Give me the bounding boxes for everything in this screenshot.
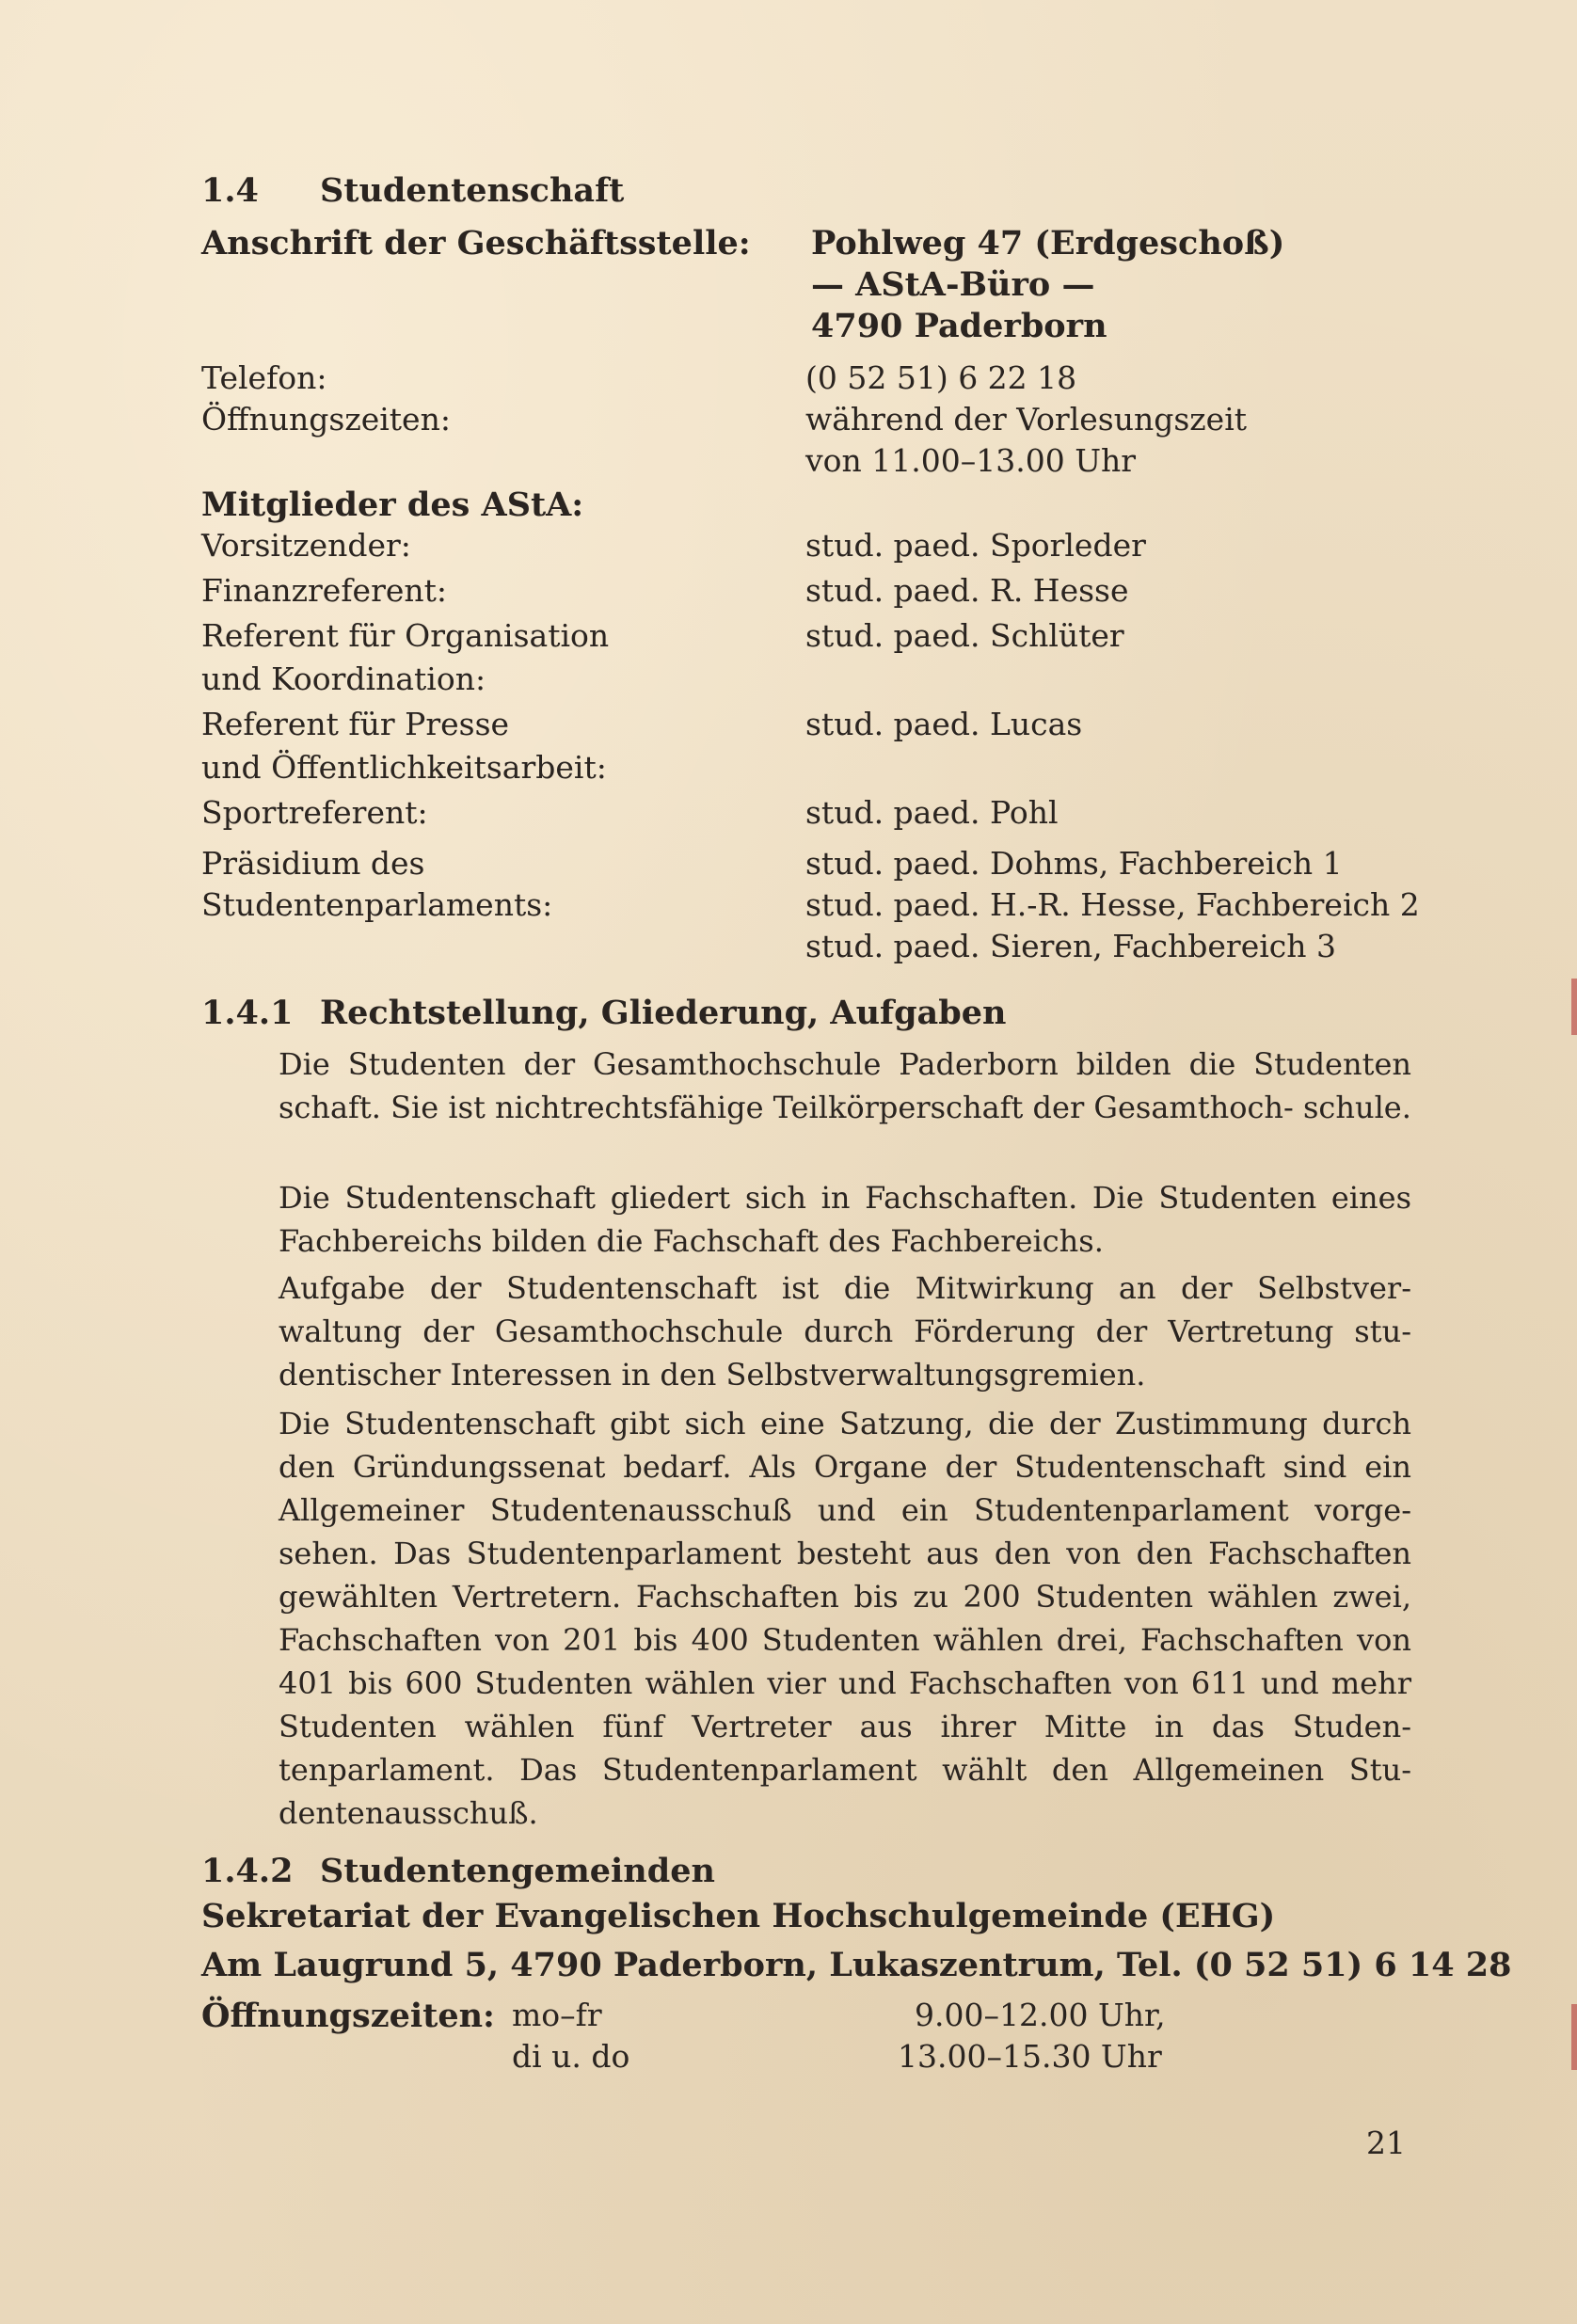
phone-value: (0 52 51) 6 22 18 — [805, 359, 1077, 396]
subsection-title: Studentengemeinden — [320, 1852, 715, 1890]
office-label: Anschrift der Geschäftsstelle: — [201, 224, 751, 263]
section-title: Studentenschaft — [320, 171, 625, 210]
member-role: Studentenparlaments: — [201, 886, 553, 923]
page-number: 21 — [1366, 2125, 1406, 2161]
member-name: stud. paed. H.-R. Hesse, Fachbereich 2 — [805, 886, 1420, 923]
members-heading: Mitglieder des AStA: — [201, 485, 584, 524]
ehg-hours-label: Öffnungszeiten: — [201, 1997, 495, 2035]
hours-line: von 11.00–13.00 Uhr — [805, 442, 1137, 479]
ehg-days: di u. do — [512, 2038, 630, 2075]
member-name: stud. paed. Dohms, Fachbereich 1 — [805, 845, 1343, 882]
subsection-number: 1.4.2 — [201, 1852, 294, 1890]
member-role: Sportreferent: — [201, 794, 428, 831]
section-number: 1.4 — [201, 171, 259, 210]
address-line: — AStA-Büro — — [811, 265, 1095, 304]
ehg-days: mo–fr — [512, 1997, 602, 2033]
member-role: Vorsitzender: — [201, 527, 411, 564]
phone-label: Telefon: — [201, 359, 327, 396]
subsection-title: Rechtstellung, Gliederung, Aufgaben — [320, 994, 1007, 1032]
ehg-time: 13.00–15.30 Uhr — [898, 2038, 1162, 2075]
hours-label: Öffnungszeiten: — [201, 401, 451, 438]
member-role: und Koordination: — [201, 661, 486, 697]
address-line: 4790 Paderborn — [811, 307, 1107, 345]
paragraph: Die Studentenschaft gibt sich eine Satzung, die der Zustimmung durch den Gründungssenat bedarf. Als Organe der Studentenschaft sind ein Allgemeiner Studentenausschuß und ein Studentenparlament vorge- sehen. Das Studentenparlament besteht aus den von den Fachschaften gewählten Vertretern. Fachschaften bis zu 200 Studenten wählen zwei, Fachschaften von 201 bis 400 Studenten wählen drei, Fachschaften von 401 bis 600 Studenten wählen vier und Fachschaften von 611 und mehr Studenten wählen fünf Vertreter aus ihrer Mitte in das Studen- tenparlament. Das Studentenparlament wählt den Allgemeinen Stu- dentenausschuß. — [279, 1406, 1411, 1831]
ehg-address: Am Laugrund 5, 4790 Paderborn, Lukaszentrum, Tel. (0 52 51) 6 14 28 — [201, 1946, 1512, 1984]
member-role: Präsidium des — [201, 845, 425, 882]
member-name: stud. paed. Lucas — [805, 706, 1083, 742]
paragraph: Die Studentenschaft gliedert sich in Fachschaften. Die Studenten eines Fachbereichs bilden die Fachschaft des Fachbereichs. — [279, 1180, 1411, 1259]
member-role: Referent für Organisation — [201, 617, 610, 654]
member-name: stud. paed. Sieren, Fachbereich 3 — [805, 928, 1337, 964]
member-name: stud. paed. R. Hesse — [805, 572, 1129, 609]
hours-line: während der Vorlesungszeit — [805, 401, 1248, 438]
member-name: stud. paed. Sporleder — [805, 527, 1146, 564]
paper-edge-mark — [1571, 2004, 1577, 2070]
ehg-time: 9.00–12.00 Uhr, — [915, 1997, 1166, 2033]
address-line: Pohlweg 47 (Erdgeschoß) — [811, 224, 1285, 263]
member-role: Finanzreferent: — [201, 572, 448, 609]
paragraph: Die Studenten der Gesamthochschule Paderborn bilden die Studenten schaft. Sie ist nichtrechtsfähige Teilkörperschaft der Gesamthoch- schule. — [279, 1046, 1411, 1125]
paper-edge-mark — [1571, 979, 1577, 1035]
member-name: stud. paed. Schlüter — [805, 617, 1124, 654]
subsection-number: 1.4.1 — [201, 994, 294, 1032]
ehg-secretariat: Sekretariat der Evangelischen Hochschulgemeinde (EHG) — [201, 1897, 1276, 1935]
member-role: und Öffentlichkeitsarbeit: — [201, 749, 607, 786]
paragraph: Aufgabe der Studentenschaft ist die Mitwirkung an der Selbstver- waltung der Gesamthochschule durch Förderung der Vertretung stu- dentischer Interessen in den Selbstverwaltungsgremien. — [279, 1270, 1411, 1393]
member-name: stud. paed. Pohl — [805, 794, 1059, 831]
member-role: Referent für Presse — [201, 706, 510, 742]
